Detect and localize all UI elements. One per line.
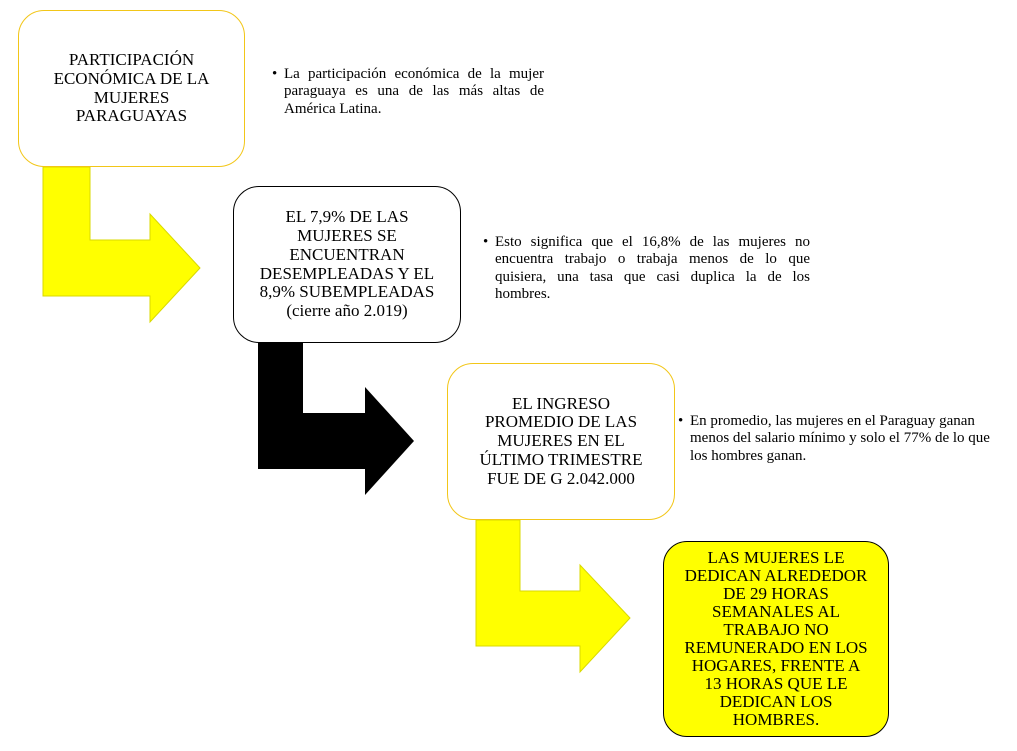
- step-box-unpaid-work-text: LAS MUJERES LE DEDICAN ALREDEDOR DE 29 HORAS SEMANALES AL TRABAJO NO REMUNERADO EN LOS HOGARES, FRENTE A 13 HORAS QUE LE DEDICAN LOS HOMBRES.: [684, 547, 868, 730]
- step-box-income: [447, 363, 675, 520]
- step-box-participation-text: PARTICIPACIÓN ECONÓMICA DE LA MUJERES PARAGUAYAS: [53, 50, 210, 126]
- note-income: [678, 413, 998, 465]
- note-participation: [272, 66, 544, 118]
- step-box-unemployment: [233, 186, 461, 343]
- note-unemployment: [483, 234, 810, 304]
- bullet-marker: •: [483, 234, 489, 250]
- note-unemployment-text: Esto significa que el 16,8% de las mujeres no encuentra trabajo o trabaja menos de lo que quisiera, una tasa que casi duplica la de los hombres.: [495, 234, 810, 303]
- bent-arrow-1: [43, 167, 200, 322]
- bent-arrow-3: [476, 520, 630, 672]
- step-box-participation: [18, 10, 245, 167]
- step-box-income-text: EL INGRESO PROMEDIO DE LAS MUJERES EN EL ÚLTIMO TRIMESTRE FUE DE G 2.042.000: [479, 393, 643, 488]
- step-box-unpaid-work: [663, 541, 889, 737]
- note-participation-text: La participación económica de la mujer paraguaya es una de las más altas de América Latina.: [284, 66, 544, 117]
- step-box-unemployment-text: EL 7,9% DE LAS MUJERES SE ENCUENTRAN DESEMPLEADAS Y EL 8,9% SUBEMPLEADAS (cierre año 2.019): [259, 207, 435, 320]
- bullet-marker: •: [678, 413, 684, 429]
- bent-arrow-2: [258, 343, 414, 495]
- bullet-marker: •: [272, 66, 278, 82]
- note-income-text: En promedio, las mujeres en el Paraguay ganan menos del salario mínimo y solo el 77% de lo que los hombres ganan.: [690, 413, 990, 464]
